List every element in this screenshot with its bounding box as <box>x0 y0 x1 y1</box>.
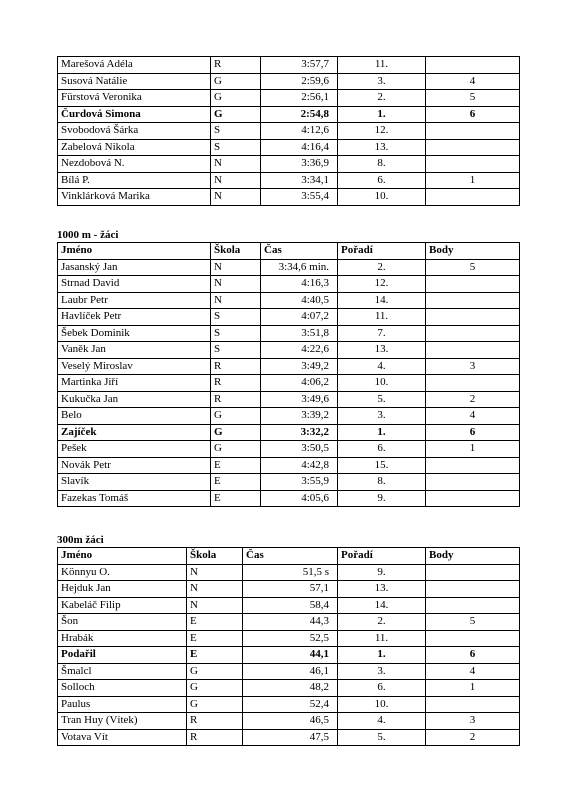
cell-school: G <box>211 106 261 123</box>
table-row <box>58 57 520 74</box>
cell-points <box>426 696 520 713</box>
cell-name: Novák Petr <box>58 457 211 474</box>
cell-school: N <box>187 581 243 598</box>
cell-school: E <box>187 614 243 631</box>
cell-school: N <box>211 172 261 189</box>
table-row <box>58 276 520 293</box>
cell-rank: 14. <box>338 292 426 309</box>
cell-points <box>426 630 520 647</box>
cell-points <box>426 597 520 614</box>
boys-300m-table <box>57 547 520 746</box>
table-row <box>58 680 520 697</box>
cell-school: N <box>211 189 261 206</box>
cell-name: Hrabák <box>58 630 187 647</box>
cell-school: R <box>211 375 261 392</box>
cell-rank: 11. <box>338 57 426 74</box>
cell-school: S <box>211 309 261 326</box>
cell-time: 4:40,5 <box>261 292 338 309</box>
table-row <box>58 597 520 614</box>
table-row <box>58 647 520 664</box>
cell-name: Zabelová Nikola <box>58 139 211 156</box>
header-points: Body <box>426 548 520 565</box>
cell-name: Šmalcl <box>58 663 187 680</box>
table-row <box>58 358 520 375</box>
section-title: 1000 m - žáci <box>57 229 119 241</box>
cell-name: Strnad David <box>58 276 211 293</box>
cell-school: G <box>211 424 261 441</box>
cell-rank: 11. <box>338 630 426 647</box>
cell-time: 4:22,6 <box>261 342 338 359</box>
cell-name: Paulus <box>58 696 187 713</box>
table-row <box>58 342 520 359</box>
cell-name: Svobodová Šárka <box>58 123 211 140</box>
table-row <box>58 614 520 631</box>
cell-name: Pešek <box>58 441 211 458</box>
cell-points: 6 <box>426 647 520 664</box>
cell-rank: 13. <box>338 342 426 359</box>
cell-rank: 8. <box>338 156 426 173</box>
table-row <box>58 441 520 458</box>
cell-time: 58,4 <box>243 597 338 614</box>
table-row <box>58 90 520 107</box>
table-row <box>58 259 520 276</box>
cell-school: G <box>211 90 261 107</box>
cell-school: G <box>187 663 243 680</box>
cell-name: Nezdobová N. <box>58 156 211 173</box>
cell-name: Hejduk Jan <box>58 581 187 598</box>
cell-name: Bílá P. <box>58 172 211 189</box>
cell-time: 44,1 <box>243 647 338 664</box>
cell-school: S <box>211 123 261 140</box>
cell-name: Votava Vít <box>58 729 187 746</box>
cell-time: 4:06,2 <box>261 375 338 392</box>
cell-name: Marešová Adéla <box>58 57 211 74</box>
table-row <box>58 375 520 392</box>
cell-rank: 10. <box>338 375 426 392</box>
cell-rank: 5. <box>338 729 426 746</box>
cell-time: 46,1 <box>243 663 338 680</box>
cell-rank: 9. <box>338 564 426 581</box>
cell-points: 1 <box>426 680 520 697</box>
cell-time: 4:12,6 <box>261 123 338 140</box>
cell-points: 5 <box>426 259 520 276</box>
cell-points <box>426 139 520 156</box>
cell-time: 2:54,8 <box>261 106 338 123</box>
cell-time: 4:16,3 <box>261 276 338 293</box>
cell-school: E <box>211 474 261 491</box>
cell-points <box>426 342 520 359</box>
cell-points: 1 <box>426 172 520 189</box>
table-row <box>58 172 520 189</box>
cell-name: Fazekas Tomáš <box>58 490 211 507</box>
cell-school: G <box>211 441 261 458</box>
table-row <box>58 139 520 156</box>
cell-points <box>426 189 520 206</box>
cell-school: N <box>211 156 261 173</box>
boys-1000m-section <box>57 229 519 507</box>
cell-points: 4 <box>426 73 520 90</box>
cell-time: 46,5 <box>243 713 338 730</box>
cell-time: 48,2 <box>243 680 338 697</box>
cell-name: Podařil <box>58 647 187 664</box>
cell-points <box>426 276 520 293</box>
header-rank: Pořadí <box>338 243 426 260</box>
table-row <box>58 156 520 173</box>
cell-school: N <box>187 564 243 581</box>
cell-school: E <box>211 457 261 474</box>
cell-rank: 6. <box>338 172 426 189</box>
cell-points: 3 <box>426 713 520 730</box>
cell-school: R <box>211 391 261 408</box>
cell-rank: 3. <box>338 408 426 425</box>
cell-time: 52,5 <box>243 630 338 647</box>
cell-rank: 11. <box>338 309 426 326</box>
cell-name: Slavík <box>58 474 211 491</box>
cell-time: 3:49,2 <box>261 358 338 375</box>
cell-time: 3:32,2 <box>261 424 338 441</box>
cell-rank: 15. <box>338 457 426 474</box>
table-header-row <box>58 243 520 260</box>
cell-name: Martinka Jiří <box>58 375 211 392</box>
cell-school: N <box>211 292 261 309</box>
cell-rank: 12. <box>338 276 426 293</box>
cell-time: 3:36,9 <box>261 156 338 173</box>
cell-name: Šebek Dominik <box>58 325 211 342</box>
table-row <box>58 106 520 123</box>
cell-name: Tran Huy (Vítek) <box>58 713 187 730</box>
cell-school: R <box>187 729 243 746</box>
cell-points <box>426 375 520 392</box>
cell-time: 4:16,4 <box>261 139 338 156</box>
table-row <box>58 189 520 206</box>
cell-time: 4:05,6 <box>261 490 338 507</box>
cell-school: G <box>211 73 261 90</box>
table-header-row <box>58 548 520 565</box>
table-row <box>58 713 520 730</box>
cell-rank: 4. <box>338 713 426 730</box>
cell-name: Laubr Petr <box>58 292 211 309</box>
cell-rank: 2. <box>338 259 426 276</box>
cell-points <box>426 156 520 173</box>
cell-points <box>426 457 520 474</box>
cell-rank: 10. <box>338 696 426 713</box>
cell-time: 3:50,5 <box>261 441 338 458</box>
table-row <box>58 292 520 309</box>
cell-time: 3:34,1 <box>261 172 338 189</box>
table-row <box>58 457 520 474</box>
cell-school: G <box>211 408 261 425</box>
cell-rank: 6. <box>338 680 426 697</box>
cell-name: Susová Natálie <box>58 73 211 90</box>
cell-points <box>426 309 520 326</box>
cell-points <box>426 474 520 491</box>
cell-points: 6 <box>426 424 520 441</box>
header-name: Jméno <box>58 548 187 565</box>
cell-points: 2 <box>426 391 520 408</box>
cell-rank: 5. <box>338 391 426 408</box>
cell-rank: 2. <box>338 614 426 631</box>
cell-name: Čurdová Simona <box>58 106 211 123</box>
cell-points: 2 <box>426 729 520 746</box>
cell-school: R <box>211 358 261 375</box>
cell-school: S <box>211 342 261 359</box>
cell-school: N <box>211 259 261 276</box>
cell-rank: 1. <box>338 647 426 664</box>
cell-name: Belo <box>58 408 211 425</box>
table-row <box>58 581 520 598</box>
cell-points <box>426 325 520 342</box>
cell-name: Šon <box>58 614 187 631</box>
cell-rank: 6. <box>338 441 426 458</box>
cell-points: 4 <box>426 408 520 425</box>
boys-1000m-table <box>57 242 520 507</box>
table-row <box>58 325 520 342</box>
cell-points <box>426 57 520 74</box>
cell-rank: 14. <box>338 597 426 614</box>
cell-time: 3:55,4 <box>261 189 338 206</box>
cell-points <box>426 564 520 581</box>
cell-name: Vinklárková Marika <box>58 189 211 206</box>
cell-rank: 13. <box>338 139 426 156</box>
cell-points: 5 <box>426 90 520 107</box>
cell-school: N <box>211 276 261 293</box>
cell-points: 3 <box>426 358 520 375</box>
section-title: 300m žáci <box>57 534 104 546</box>
cell-rank: 1. <box>338 106 426 123</box>
cell-rank: 3. <box>338 73 426 90</box>
table-row <box>58 630 520 647</box>
cell-points <box>426 292 520 309</box>
cell-rank: 2. <box>338 90 426 107</box>
cell-school: N <box>187 597 243 614</box>
table-row <box>58 424 520 441</box>
cell-name: Vaněk Jan <box>58 342 211 359</box>
cell-name: Veselý Miroslav <box>58 358 211 375</box>
cell-time: 3:49,6 <box>261 391 338 408</box>
cell-points: 4 <box>426 663 520 680</box>
header-school: Škola <box>211 243 261 260</box>
cell-school: E <box>211 490 261 507</box>
header-points: Body <box>426 243 520 260</box>
cell-school: R <box>187 713 243 730</box>
table-row <box>58 564 520 581</box>
cell-time: 4:42,8 <box>261 457 338 474</box>
cell-time: 51,5 s <box>243 564 338 581</box>
cell-points <box>426 123 520 140</box>
cell-name: Fürstová Veronika <box>58 90 211 107</box>
cell-time: 44,3 <box>243 614 338 631</box>
table-row <box>58 474 520 491</box>
table-row <box>58 408 520 425</box>
header-rank: Pořadí <box>338 548 426 565</box>
cell-rank: 7. <box>338 325 426 342</box>
header-time: Čas <box>261 243 338 260</box>
cell-name: Kukučka Jan <box>58 391 211 408</box>
cell-points <box>426 490 520 507</box>
cell-name: Jasanský Jan <box>58 259 211 276</box>
cell-name: Könnyu O. <box>58 564 187 581</box>
cell-rank: 10. <box>338 189 426 206</box>
cell-school: S <box>211 139 261 156</box>
cell-name: Havlíček Petr <box>58 309 211 326</box>
cell-time: 2:56,1 <box>261 90 338 107</box>
cell-time: 3:55,9 <box>261 474 338 491</box>
table-row <box>58 73 520 90</box>
cell-time: 3:39,2 <box>261 408 338 425</box>
cell-points <box>426 581 520 598</box>
header-time: Čas <box>243 548 338 565</box>
boys-300m-section <box>57 534 519 746</box>
cell-rank: 13. <box>338 581 426 598</box>
cell-rank: 9. <box>338 490 426 507</box>
cell-school: E <box>187 647 243 664</box>
cell-rank: 3. <box>338 663 426 680</box>
table-row <box>58 391 520 408</box>
girls-results-table <box>57 56 520 206</box>
cell-school: S <box>211 325 261 342</box>
cell-rank: 4. <box>338 358 426 375</box>
table-row <box>58 490 520 507</box>
cell-time: 3:34,6 min. <box>261 259 338 276</box>
cell-name: Solloch <box>58 680 187 697</box>
header-name: Jméno <box>58 243 211 260</box>
cell-school: G <box>187 696 243 713</box>
cell-rank: 12. <box>338 123 426 140</box>
table-row <box>58 123 520 140</box>
cell-time: 52,4 <box>243 696 338 713</box>
girls-results-section <box>57 56 519 206</box>
table-row <box>58 729 520 746</box>
cell-rank: 8. <box>338 474 426 491</box>
cell-name: Kabeláč Filip <box>58 597 187 614</box>
cell-points: 6 <box>426 106 520 123</box>
table-row <box>58 696 520 713</box>
cell-time: 2:59,6 <box>261 73 338 90</box>
table-row <box>58 309 520 326</box>
header-school: Škola <box>187 548 243 565</box>
cell-time: 47,5 <box>243 729 338 746</box>
cell-time: 4:07,2 <box>261 309 338 326</box>
cell-time: 3:51,8 <box>261 325 338 342</box>
cell-school: E <box>187 630 243 647</box>
cell-points: 5 <box>426 614 520 631</box>
cell-points: 1 <box>426 441 520 458</box>
cell-school: R <box>211 57 261 74</box>
table-row <box>58 663 520 680</box>
cell-school: G <box>187 680 243 697</box>
cell-time: 57,1 <box>243 581 338 598</box>
cell-rank: 1. <box>338 424 426 441</box>
cell-time: 3:57,7 <box>261 57 338 74</box>
cell-name: Zajíček <box>58 424 211 441</box>
